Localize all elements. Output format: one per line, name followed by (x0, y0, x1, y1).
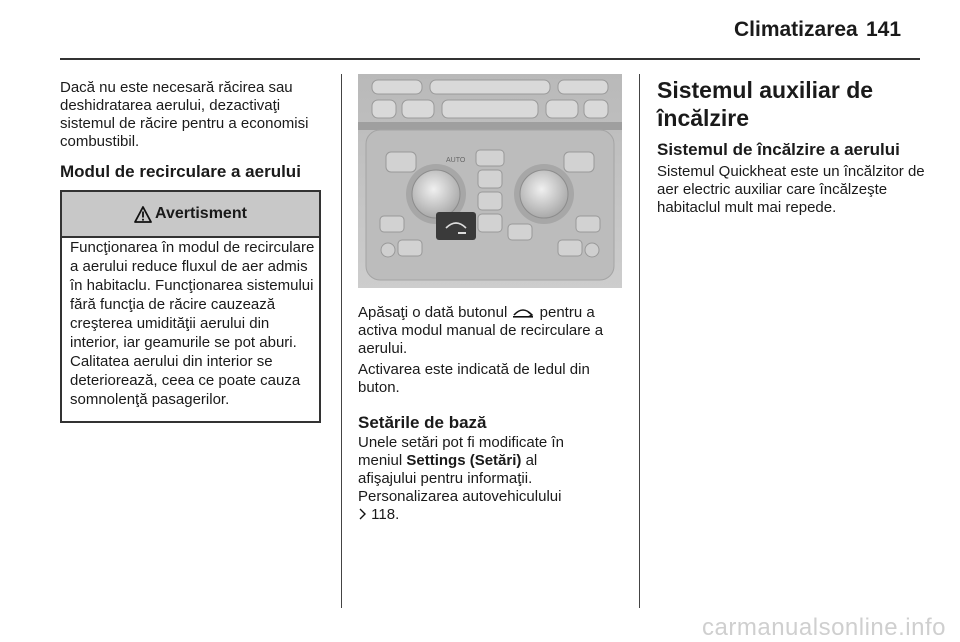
auxiliary-heating-heading: Sistemul auxiliar de încălzire (657, 77, 874, 131)
header-rule (60, 58, 920, 60)
basic-settings-heading: Setările de bază (358, 413, 487, 432)
page-title: Climatizarea (734, 18, 858, 41)
air-recirculation-icon (511, 306, 535, 319)
settings-paragraph (358, 434, 594, 524)
page-number: 141 (866, 18, 902, 41)
press-text-before: Apăsaţi o dată butonul (358, 304, 508, 321)
settings-text-after: al afişajului pentru informaţii. (358, 452, 538, 487)
climate-control-panel-photo (358, 74, 622, 288)
column-divider-left (341, 74, 342, 608)
watermark: carmanualsonline.info (702, 614, 946, 641)
recirculation-heading: Modul de recirculare a aerului (60, 162, 301, 181)
quickheat-paragraph: Sistemul Quickheat este un încălzitor de aer electric auxiliar care încălzeşte habitaclul mult mai repede. (657, 163, 925, 216)
column-divider-right (639, 74, 640, 608)
settings-menu-name: Settings (Setări) (406, 452, 522, 469)
press-text-after: pentru a activa modul manual de recirculare a aerului. (358, 304, 604, 357)
intro-paragraph: Dacă nu este necesară răcirea sau deshidratarea aerului, dezactivaţi sistemul de răcire pentru a economisi combustibil. (60, 79, 309, 150)
page-reference-arrow-icon (358, 508, 367, 520)
press-button-paragraph (358, 304, 628, 358)
warning-text: Funcţionarea în modul de recirculare a aerului reduce fluxul de aer admis în habitaclu. Funcţionarea sistemului fără funcţia de răcire cauzează creşterea umidităţii aerului din interior, iar geamurile se pot aburi. Calitatea aerului din interior se deteriorează, ceea ce poate cauza somnolenţă pasagerilor. (70, 239, 315, 408)
settings-page-ref[interactable]: 118. (371, 506, 400, 523)
air-heating-subheading: Sistemul de încălzire a aerului (657, 140, 900, 159)
warning-header (62, 192, 319, 238)
activation-paragraph: Activarea este indicată de ledul din buton. (358, 361, 590, 396)
warning-box (60, 190, 321, 423)
settings-link-text[interactable]: Personalizarea autovehiculului (358, 488, 562, 505)
svg-text:AUTO: AUTO (446, 157, 466, 164)
warning-triangle-icon (134, 206, 152, 223)
settings-text-before: Unele setări pot fi modificate în meniul (358, 434, 564, 469)
warning-title: Avertisment (155, 205, 247, 222)
page-header (0, 0, 960, 60)
